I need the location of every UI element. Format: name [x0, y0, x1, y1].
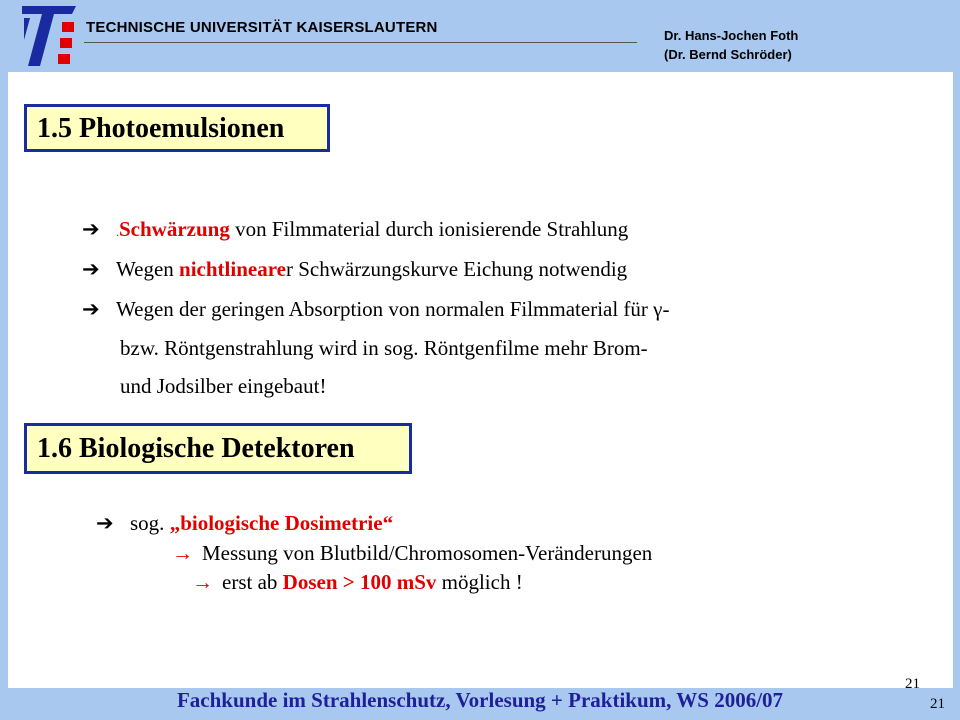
bullet-text: Wegen der geringen Absorption von normalen Filmmaterial für γ-	[116, 297, 670, 321]
arrow-right-icon: ➔	[96, 511, 114, 535]
bullet-text: sog.	[130, 511, 170, 535]
tu-kaiserslautern-logo	[18, 4, 80, 68]
header-divider	[84, 42, 637, 43]
bullet-text: r Schwärzungskurve Eichung notwendig	[285, 257, 628, 281]
bullet-absorption-line3: und Jodsilber eingebaut!	[120, 374, 327, 398]
bullet-dot: .	[116, 225, 119, 239]
author-name: Dr. Hans-Jochen Foth	[664, 28, 799, 43]
page-number-inner: 21	[905, 676, 920, 692]
arrow-right-icon: →	[172, 541, 193, 565]
bullet-dosimetrie	[96, 511, 393, 536]
footer-course-title: Fachkunde im Strahlenschutz, Vorlesung + Praktikum, WS 2006/07	[176, 688, 784, 712]
arrow-right-icon: ➔	[82, 297, 100, 321]
bullet-text: von Filmmaterial durch ionisierende Strahlung	[229, 217, 629, 241]
arrow-right-icon: →	[192, 570, 213, 594]
sub-bullet-dosen	[192, 570, 523, 595]
highlight-schwaerzung: Schwärzung	[119, 217, 230, 241]
highlight-nichtlinear: nichtlineare	[179, 257, 286, 281]
highlight-dosen: Dosen > 100 mSv	[282, 570, 437, 594]
university-name: TECHNISCHE UNIVERSITÄT KAISERSLAUTERN	[86, 19, 438, 36]
section-title-biologische-detektoren: 1.6 Biologische Detektoren	[24, 423, 412, 474]
bullet-absorption-line2: bzw. Röntgenstrahlung wird in sog. Röntgenfilme mehr Brom-	[120, 336, 648, 360]
bullet-absorption	[82, 297, 669, 322]
page-number: 21	[930, 696, 945, 712]
bullet-schwaerzung	[82, 217, 628, 242]
section-title-photoemulsionen: 1.5 Photoemulsionen	[24, 104, 330, 152]
arrow-right-icon: ➔	[82, 257, 100, 281]
author-block	[664, 26, 798, 64]
bullet-text: Wegen	[116, 257, 180, 281]
bullet-nichtlinear	[82, 257, 627, 282]
sub-bullet-text: erst ab	[222, 570, 283, 594]
author-secondary: (Dr. Bernd Schröder)	[664, 47, 792, 62]
arrow-right-icon: ➔	[82, 217, 100, 241]
highlight-dosimetrie: „biologische Dosimetrie“	[169, 511, 394, 535]
sub-bullet-text: möglich !	[436, 570, 523, 594]
sub-bullet-blutbild	[172, 541, 652, 566]
sub-bullet-text: Messung von Blutbild/Chromosomen-Veränderungen	[202, 541, 653, 565]
